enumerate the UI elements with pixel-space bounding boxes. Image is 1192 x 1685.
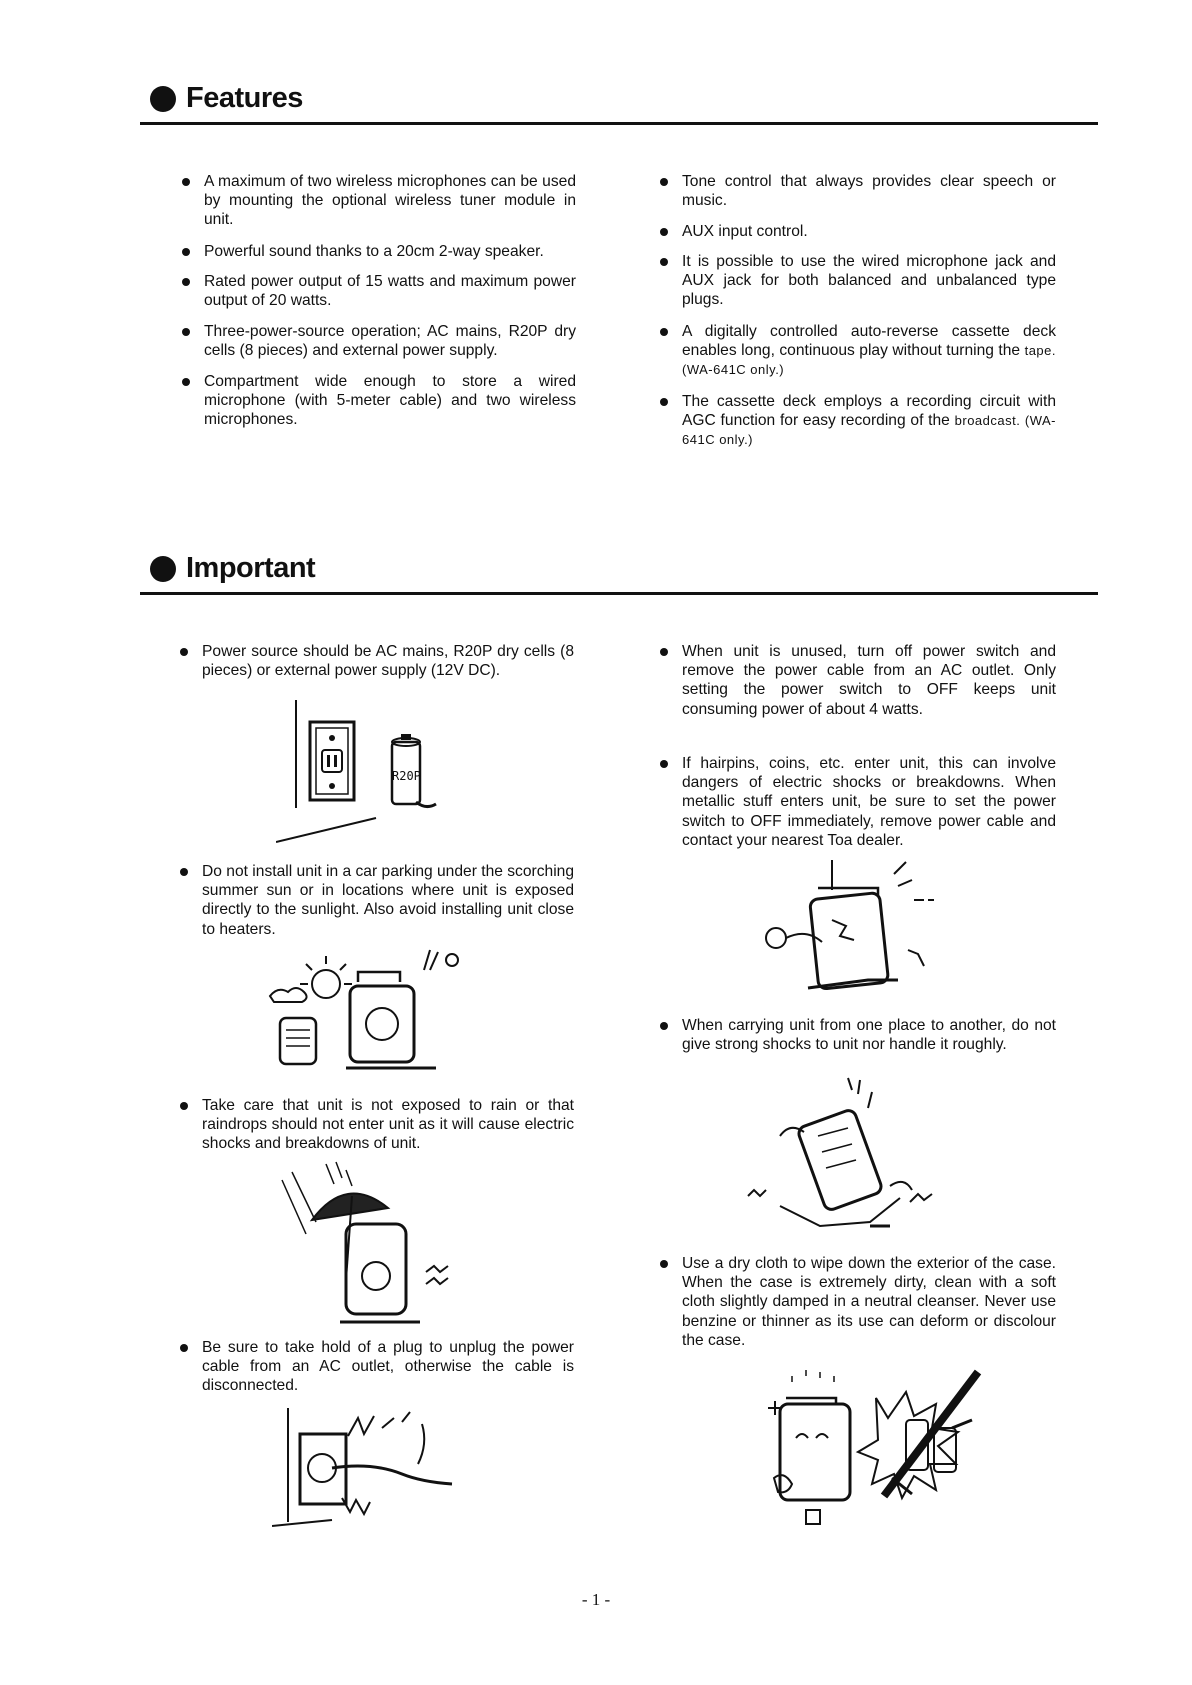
wall-outlet-battery-illustration (276, 698, 456, 844)
bullet-icon (660, 258, 668, 266)
bullet-icon (182, 178, 190, 186)
battery-label: R20P (392, 769, 421, 783)
features-heading (150, 82, 303, 115)
bullet-icon (660, 760, 668, 768)
important-item: Be sure to take hold of a plug to unplug the power cable from an AC outlet, otherwise the cable is disconnected. (202, 1338, 574, 1396)
bullet-icon (660, 398, 668, 406)
bullet-icon (660, 228, 668, 236)
unplug-illustration (272, 1408, 472, 1528)
rough-handling-illustration (740, 1076, 960, 1236)
metal-enters-unit-illustration (758, 860, 958, 1000)
bullet-icon (182, 248, 190, 256)
bullet-icon (660, 1022, 668, 1030)
feature-item: AUX input control. (682, 222, 1056, 241)
important-title: Important (186, 552, 316, 584)
bullet-icon (182, 378, 190, 386)
important-item: When carrying unit from one place to another, do not give strong shocks to unit nor handle it roughly. (682, 1016, 1056, 1054)
bullet-icon (180, 648, 188, 656)
bullet-icon (660, 328, 668, 336)
feature-item: Three-power-source operation; AC mains, R20P dry cells (8 pieces) and external power supply. (204, 322, 576, 360)
features-title: Features (186, 82, 303, 114)
page-number: - 1 - (581, 1590, 611, 1609)
important-item: When unit is unused, turn off power switch and remove the power cable from an AC outlet. Only setting the power switch to OFF keeps unit consuming power of about 4 watts. (682, 642, 1056, 719)
important-item: Use a dry cloth to wipe down the exterior of the case. When the case is extremely dirty, clean with a soft cloth slightly damped in a neutral cleanser. Never use benzine or thinner as its use can deform or discolour the case. (682, 1254, 1056, 1350)
bullet-icon (150, 556, 176, 582)
bullet-icon (182, 278, 190, 286)
important-heading (150, 552, 315, 585)
bullet-icon (182, 328, 190, 336)
rain-umbrella-illustration (276, 1160, 476, 1336)
bullet-icon (660, 1260, 668, 1268)
bullet-icon (180, 1102, 188, 1110)
cleaning-illustration (756, 1368, 996, 1528)
feature-item: Rated power output of 15 watts and maximum power output of 20 watts. (204, 272, 576, 310)
bullet-icon (180, 868, 188, 876)
feature-item: The cassette deck employs a recording circuit with AGC function for easy recording of the broadcast. (WA-641C only.) (682, 392, 1056, 450)
feature-item: It is possible to use the wired microphone jack and AUX jack for both balanced and unbalanced type plugs. (682, 252, 1056, 310)
feature-item: Powerful sound thanks to a 20cm 2-way speaker. (204, 242, 576, 261)
important-rule (140, 592, 1098, 595)
bullet-icon (150, 86, 176, 112)
feature-item: Tone control that always provides clear speech or music. (682, 172, 1056, 210)
important-item: Take care that unit is not exposed to rain or that raindrops should not enter unit as it will cause electric shocks and breakdowns of unit. (202, 1096, 574, 1154)
features-rule (140, 122, 1098, 125)
important-item: If hairpins, coins, etc. enter unit, this can involve dangers of electric shocks or breakdowns. When metallic stuff enters unit, be sure to set the power switch to OFF immediately, remove power cable and contact your nearest Toa dealer. (682, 754, 1056, 850)
sun-heater-illustration (266, 946, 476, 1076)
important-item: Power source should be AC mains, R20P dry cells (8 pieces) or external power supply (12V DC). (202, 642, 574, 680)
important-item: Do not install unit in a car parking under the scorching summer sun or in locations where unit is exposed directly to the sunlight. Also avoid installing unit close to heaters. (202, 862, 574, 939)
bullet-icon (660, 648, 668, 656)
feature-item: A maximum of two wireless microphones can be used by mounting the optional wireless tuner module in unit. (204, 172, 576, 230)
feature-item: A digitally controlled auto-reverse cassette deck enables long, continuous play without turning the tape. (WA-641C only.) (682, 322, 1056, 380)
bullet-icon (660, 178, 668, 186)
bullet-icon (180, 1344, 188, 1352)
feature-item: Compartment wide enough to store a wired microphone (with 5-meter cable) and two wireless microphones. (204, 372, 576, 430)
